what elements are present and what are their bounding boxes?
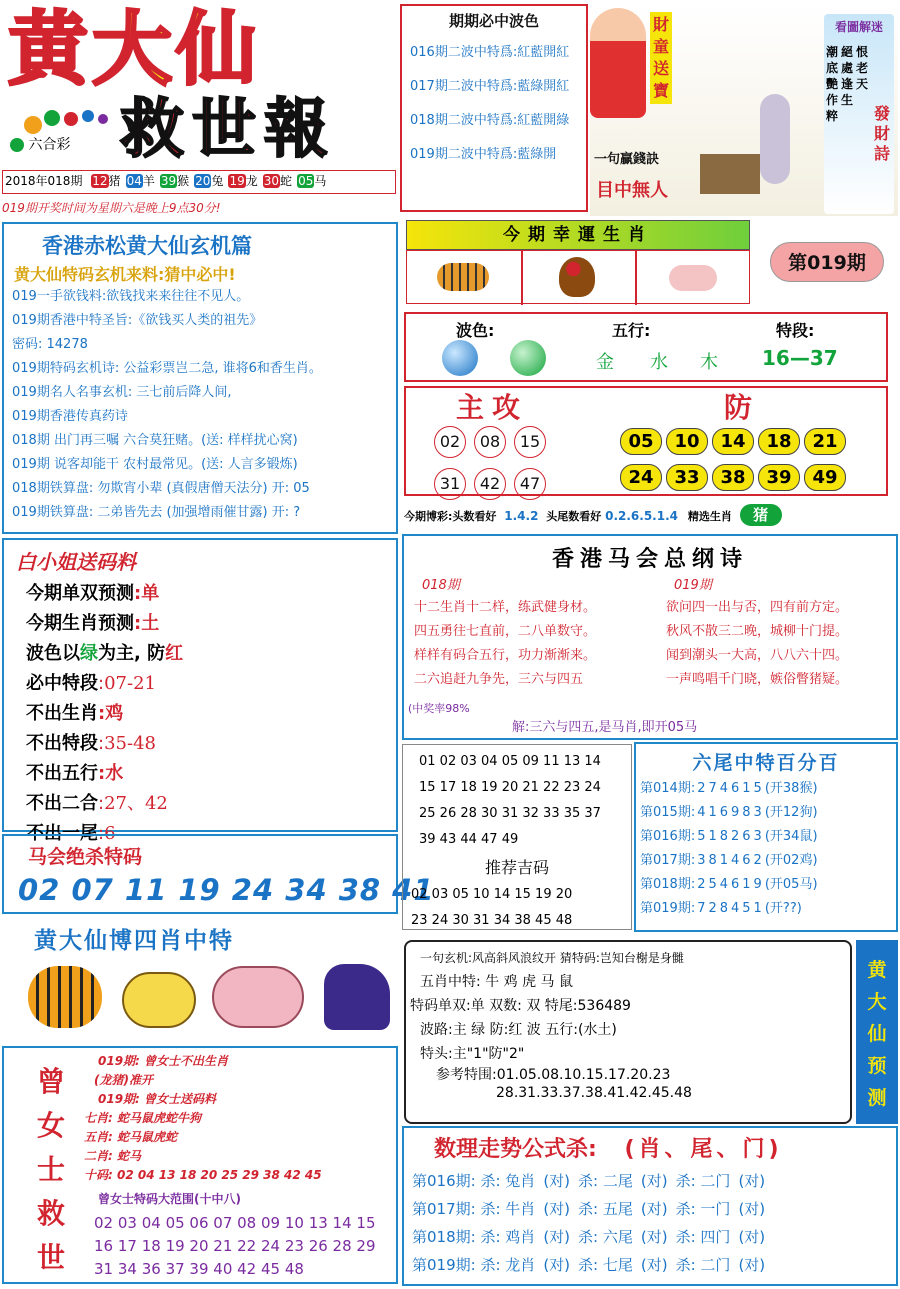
xuanji-title: 香港赤松黄大仙玄机篇 [42, 233, 252, 258]
baixiao-row-5: 不出二合:27、42 [26, 793, 168, 814]
formula-a-0: : 兔肖 [495, 1172, 536, 1190]
formula-c-1: : 一门 [690, 1200, 731, 1218]
formula-kill-c-3: 杀 [675, 1256, 691, 1274]
element-2: 水 [650, 352, 668, 373]
issue-label: 2018年018期 [5, 174, 83, 188]
zeng-line-4: 五肖: 蛇马鼠虎蛇 [84, 1130, 177, 1144]
poem-answer: 解:三六与四五,是马肖,即开05马 [512, 720, 698, 735]
wave-box-title: 期期必中波色 [448, 12, 539, 30]
guard-num-3: 18 [758, 428, 800, 455]
attack-num-5: 47 [514, 468, 546, 500]
sixtail-res-1: (开12狗) [764, 805, 818, 820]
results-list [86, 174, 326, 188]
sixtail-issue-4: 第018期: [640, 877, 696, 892]
formula-issue-3: 第019期 [412, 1256, 471, 1274]
attack-num-4: 42 [474, 468, 506, 500]
sixtail-nums-2: 518263 [697, 829, 765, 844]
side-pred-2: 仙 [867, 1023, 887, 1045]
formula-row-2 [412, 1223, 896, 1251]
poem-right-issue: 019期 [674, 578, 712, 593]
attack-num-0: 02 [434, 426, 466, 458]
xuanji-line-0: 019一手欲钱料:欲钱找来来往往不见人。 [12, 289, 250, 304]
promo-v3: 目中無人 [596, 180, 668, 201]
sixtail-nums-5: 728451 [697, 901, 765, 916]
blue-wave-icon [442, 340, 478, 376]
promo-poem-1: 絕處逢生 [841, 45, 854, 107]
formula-right-c-2: (对) [738, 1228, 766, 1246]
sixtail-rows [640, 777, 896, 921]
formula-b-2: : 六尾 [593, 1228, 633, 1246]
zeng-big-title: 曾女士特码大范围(十中八) [98, 1192, 241, 1206]
info-l7: 28.31.33.37.38.41.42.45.48 [496, 1085, 692, 1101]
result-num-1: 04 [126, 174, 142, 188]
side-pred-3: 预 [867, 1055, 887, 1077]
info-l5: 特头:主"1"防"2" [420, 1046, 525, 1062]
baixiao-title: 白小姐送码料 [16, 550, 136, 574]
baixiao-must: 必中特段:07-21 [26, 673, 156, 694]
zeng-line-5: 二肖: 蛇马 [84, 1149, 141, 1163]
sixtail-title: 六尾中特百分百 [692, 752, 840, 774]
xuanji-line-3: 019期特码玄机诗: 公益彩票岂二急, 谁将6和香生肖。 [12, 361, 322, 376]
numgrid-rec-1: 23 24 30 31 34 38 45 48 [411, 913, 573, 928]
four-section [2, 916, 398, 1044]
poem-panel [824, 14, 894, 214]
guard-num-9: 49 [804, 464, 846, 491]
wave-line-1: 017期二波中特爲:藍綠開紅 [410, 79, 570, 94]
lucky-section [404, 220, 898, 306]
sixtail-row-4 [640, 873, 896, 897]
sixtail-issue-5: 第019期: [640, 901, 696, 916]
result-zodiac-0: 猪 [108, 174, 121, 188]
rooster-icon [559, 257, 595, 297]
zeng-side-0: 曾 [36, 1065, 65, 1098]
tiger-icon [28, 966, 102, 1028]
formula-row-1 [412, 1195, 896, 1223]
sixtail-res-2: (开34鼠) [764, 829, 818, 844]
formula-right-b-2: (对) [640, 1228, 668, 1246]
formula-issue-2: 第018期 [412, 1228, 471, 1246]
promo-art [590, 4, 898, 216]
result-zodiac-2: 猴 [177, 174, 190, 188]
sixtail-res-3: (开02鸡) [764, 853, 818, 868]
zeng-line-6: 十码: 02 04 13 18 20 25 29 38 42 45 [84, 1168, 322, 1182]
zeng-line-3: 七肖: 蛇马鼠虎蛇牛狗 [84, 1111, 201, 1125]
attack-section [404, 386, 888, 496]
formula-section [402, 1126, 898, 1286]
side-pred-1: 大 [867, 991, 887, 1013]
sixtail-nums-0: 274615 [697, 781, 765, 796]
xuanji-subtitle: 黄大仙特码玄机来料:猜中必中! [14, 265, 236, 284]
formula-c-3: : 二门 [690, 1256, 731, 1274]
guard-label: 防 [724, 391, 753, 424]
poem-right-2: 闻到潮头一大高，八八六十四。 [666, 648, 849, 663]
guard-num-8: 39 [758, 464, 800, 491]
attack-numbers [434, 426, 574, 510]
formula-rows [412, 1167, 896, 1279]
formula-right-a-3: (对) [543, 1256, 571, 1274]
formula-title: 数理走势公式杀: [434, 1137, 597, 1162]
formula-sep-2: : [470, 1228, 481, 1246]
result-num-5: 30 [263, 174, 280, 188]
zeng-line-2: 019期: 曾女士送码料 [98, 1092, 217, 1106]
formula-sep-0: : [470, 1172, 481, 1190]
result-zodiac-4: 龙 [245, 174, 258, 188]
formula-b-1: : 五尾 [593, 1200, 633, 1218]
header [0, 0, 398, 218]
draw-notice: 019期开奖时间为星期六是晚上9点30分! [2, 201, 221, 215]
guard-numbers [620, 428, 890, 500]
info-l4: 波路:主 绿 防:红 波 五行:(水土) [420, 1022, 617, 1038]
formula-right-b-3: (对) [640, 1256, 668, 1274]
game-a: 今期博彩:头数看好 [404, 510, 497, 523]
baixiao-row-4: 不出五行:水 [26, 763, 124, 784]
sixtail-issue-2: 第016期: [640, 829, 696, 844]
sixtail-row-1 [640, 801, 896, 825]
formula-kill-b-3: 杀 [578, 1256, 594, 1274]
formula-right-b-0: (对) [640, 1172, 668, 1190]
numgrid-row-2: 25 26 28 30 31 32 33 35 37 [419, 806, 601, 821]
four-title: 黄大仙博四肖中特 [34, 928, 234, 954]
formula-kill-c-1: 杀 [675, 1200, 691, 1218]
info-l3: 特码单双:单 双数: 双 特尾:536489 [410, 998, 631, 1014]
element-1: 金 [596, 352, 614, 373]
sixtail-nums-1: 416983 [697, 805, 765, 820]
game-d: 0.2.6.5.1.4 [605, 509, 678, 523]
result-num-4: 19 [229, 174, 245, 188]
numgrid-section [402, 744, 632, 930]
segment-value: 16—37 [762, 346, 838, 370]
formula-issue-0: 第016期 [412, 1172, 471, 1190]
sixtail-nums-4: 254619 [697, 877, 765, 892]
numgrid-rec-0: 02 03 05 10 14 15 19 20 [411, 887, 573, 902]
guard-num-2: 14 [712, 428, 754, 455]
baixiao-wave: 波色以绿为主, 防红 [26, 643, 184, 664]
formula-c-2: : 四门 [690, 1228, 731, 1246]
poem-left-1: 四五勇往七直前，二八单数守。 [414, 624, 597, 639]
xuanji-line-5: 019期香港传真药诗 [12, 409, 128, 424]
game-line [404, 502, 898, 530]
zeng-big-row-2: 31 34 36 37 39 40 42 45 48 [94, 1260, 304, 1278]
lucky-issue: 第019期 [770, 242, 884, 282]
formula-kill-c-2: 杀 [675, 1228, 691, 1246]
sixtail-res-5: (开??) [764, 901, 802, 916]
formula-kill-a-0: 杀 [480, 1172, 496, 1190]
formula-a-1: : 牛肖 [495, 1200, 536, 1218]
formula-a-2: : 鸡肖 [495, 1228, 536, 1246]
guard-num-6: 33 [666, 464, 708, 491]
zeng-side-3: 救 [36, 1197, 65, 1230]
numgrid-row-3: 39 43 44 47 49 [419, 832, 519, 847]
sixtail-res-4: (开05马) [764, 877, 818, 892]
numgrid-rows [419, 749, 631, 853]
guard-num-0: 05 [620, 428, 662, 455]
formula-c-0: : 二门 [690, 1172, 731, 1190]
formula-b-3: : 七尾 [593, 1256, 633, 1274]
attr-section [404, 312, 888, 382]
formula-b-0: : 二尾 [593, 1172, 633, 1190]
xuanji-section [2, 222, 398, 534]
zeng-side [26, 1060, 76, 1280]
poem-right [666, 596, 898, 692]
side-pred-0: 黄 [867, 959, 887, 981]
poem-left-0: 十二生肖十二样，练武健身材。 [414, 600, 597, 615]
formula-header [434, 1132, 896, 1163]
goat-icon [122, 972, 196, 1028]
promo-poem-2: 恨老天 [856, 45, 869, 91]
formula-row-0 [412, 1167, 896, 1195]
zeng-big-row-0: 02 03 04 05 06 07 08 09 10 13 14 15 [94, 1214, 376, 1232]
attack-num-3: 31 [434, 468, 466, 500]
result-num-0: 12 [92, 174, 108, 188]
formula-right-a-2: (对) [543, 1228, 571, 1246]
results-bar [2, 170, 396, 194]
poem-left-3: 二六追赶九争先，三六与四五 [414, 672, 584, 687]
sixtail-issue-3: 第017期: [640, 853, 696, 868]
xuanji-line-9: 019期铁算盘: 二弟皆先去 (加强增雨催甘露) 开: ? [12, 505, 301, 520]
baixiao-row-3: 不出特段:35-48 [26, 733, 156, 754]
xuanji-line-7: 019期 说客却能干 农村最常见。(送: 人言多锻炼) [12, 457, 298, 472]
kill-title: 马会绝杀特码 [28, 846, 143, 868]
promo-v1: 財童送寶 [650, 12, 672, 104]
sixtail-row-0 [640, 777, 896, 801]
poem-rate: (中奖率98% [408, 702, 470, 715]
guard-num-4: 21 [804, 428, 846, 455]
result-zodiac-3: 兔 [211, 174, 224, 188]
poem-section [402, 534, 898, 740]
game-c: 头尾数看好 [546, 510, 602, 523]
numgrid-rec [411, 882, 631, 934]
formula-kill-b-2: 杀 [578, 1228, 594, 1246]
poem-right-3: 一声鸣唱千门晓，嫉俗瞥猪疑。 [666, 672, 849, 687]
result-zodiac-5: 蛇 [280, 174, 293, 188]
xuanji-line-8: 018期铁算盘: 勿欺宵小辈 (真假唐僧天法分) 开: 05 [12, 481, 310, 496]
kill-section [2, 834, 435, 914]
title-main: 黄大仙 [8, 3, 260, 96]
result-zodiac-1: 羊 [142, 174, 155, 188]
zeng-line-0: 019期: 曾女士不出生肖 [98, 1054, 229, 1068]
xuanji-line-2: 密码: 14278 [12, 337, 88, 352]
tiger-icon [437, 263, 489, 291]
promo-poem [826, 44, 872, 124]
formula-title2: (肖、尾、门) [624, 1137, 783, 1162]
brand-label: 六合彩 [10, 134, 70, 154]
info-l1: 一句玄机:风高斜风浪纹开 猜特码:岂知台榭是身雠 [420, 951, 684, 965]
formula-kill-a-1: 杀 [480, 1200, 496, 1218]
promo-v5: 發財詩 [874, 104, 891, 163]
guard-num-7: 38 [712, 464, 754, 491]
title-sub: 救世報 [120, 93, 336, 167]
formula-right-c-0: (对) [738, 1172, 766, 1190]
formula-right-b-1: (对) [640, 1200, 668, 1218]
wave-lines [402, 41, 586, 167]
boy-figure [590, 8, 646, 118]
numgrid-row-0: 01 02 03 04 05 09 11 13 14 [419, 754, 601, 769]
wave-label: 波色: [456, 321, 495, 340]
sixtail-res-0: (开38猴) [764, 781, 818, 796]
formula-sep-1: : [470, 1200, 481, 1218]
promo-v2: 一句贏錢訣 [594, 152, 660, 167]
formula-right-c-1: (对) [738, 1200, 766, 1218]
formula-row-3 [412, 1251, 896, 1279]
segment-label: 特段: [776, 321, 815, 340]
poem-left-2: 样样有码合五行，功力渐渐来。 [414, 648, 597, 663]
zeng-side-2: 士 [36, 1153, 65, 1186]
kill-numbers: 02 07 11 19 24 34 38 41 [18, 873, 435, 907]
xuanji-line-1: 019期香港中特圣旨:《欲钱买人类的祖先》 [12, 313, 263, 328]
poem-right-0: 欲问四一出与否，四有前方定。 [666, 600, 849, 615]
zeng-section [2, 1046, 398, 1284]
formula-kill-b-1: 杀 [578, 1200, 594, 1218]
formula-sep-3: : [470, 1256, 481, 1274]
baixiao-section [2, 538, 398, 844]
xuanji-lines [12, 285, 396, 525]
wave-line-3: 019期二波中特爲:藍綠開 [410, 147, 557, 162]
guard-num-1: 10 [666, 428, 708, 455]
wave-box [400, 4, 588, 212]
element-3: 木 [700, 352, 718, 373]
horse-icon [324, 964, 390, 1030]
formula-kill-b-0: 杀 [578, 1172, 594, 1190]
poem-left [414, 596, 664, 692]
attack-num-1: 08 [474, 426, 506, 458]
result-num-3: 20 [195, 174, 211, 188]
lucky-animals [406, 250, 750, 304]
info-section [404, 940, 852, 1124]
info-l6: 参考特围:01.05.08.10.15.17.20.23 [436, 1067, 671, 1083]
result-zodiac-6: 马 [314, 174, 327, 188]
promo-v4: 看圖解迷 [834, 20, 883, 34]
attack-num-2: 15 [514, 426, 546, 458]
numgrid-title: 推荐吉码 [484, 858, 549, 877]
guard-num-5: 24 [620, 464, 662, 491]
game-e: 精选生肖 [687, 510, 732, 523]
formula-kill-a-2: 杀 [480, 1228, 496, 1246]
side-pred-4: 测 [867, 1087, 887, 1109]
numgrid-row-1: 15 17 18 19 20 21 22 23 24 [419, 780, 601, 795]
poem-right-1: 秋风不散三二晚，城柳十门提。 [666, 624, 849, 639]
zeng-lines [82, 1052, 392, 1185]
zeng-line-1: (龙猪)准开 [94, 1073, 153, 1087]
result-num-6: 05 [298, 174, 314, 188]
zeng-side-1: 女 [36, 1109, 65, 1142]
formula-right-c-3: (对) [738, 1256, 766, 1274]
sixtail-nums-3: 381462 [697, 853, 765, 868]
formula-right-a-0: (对) [543, 1172, 571, 1190]
sixtail-issue-1: 第015期: [640, 805, 696, 820]
baixiao-row-2: 不出生肖:鸡 [26, 703, 124, 724]
poem-left-issue: 018期 [422, 578, 460, 593]
element-label: 五行: [612, 321, 651, 340]
green-wave-icon [510, 340, 546, 376]
baixiao-row-1: 今期生肖预测:土 [26, 613, 160, 634]
formula-issue-1: 第017期 [412, 1200, 471, 1218]
sixtail-row-3 [640, 849, 896, 873]
zeng-big-row-1: 16 17 18 19 20 21 22 24 23 26 28 29 [94, 1237, 376, 1255]
formula-right-a-1: (对) [543, 1200, 571, 1218]
baixiao-row-6: 不出一尾:6 [26, 823, 116, 844]
pig-icon [669, 265, 717, 291]
formula-a-3: : 龙肖 [495, 1256, 536, 1274]
wave-line-2: 018期二波中特爲:紅藍開綠 [410, 113, 570, 128]
game-f: 猪 [740, 504, 782, 526]
xuanji-line-6: 018期 出门再三嘱 六合莫狂赌。(送: 样样扰心窝) [12, 433, 298, 448]
side-prediction [856, 940, 898, 1124]
mill-figure [690, 94, 810, 204]
sixtail-section [634, 742, 898, 932]
sixtail-row-2 [640, 825, 896, 849]
baixiao-row-0: 今期单双预测:单 [26, 583, 160, 604]
xuanji-line-4: 019期名人名事玄机: 三七前后降人间, [12, 385, 232, 400]
formula-kill-a-3: 杀 [480, 1256, 496, 1274]
info-l2: 五肖中特: 牛 鸡 虎 马 鼠 [420, 974, 573, 990]
result-num-2: 39 [160, 174, 177, 188]
promo-poem-0: 潮底艷作粹 [826, 45, 839, 123]
brand-dots [24, 108, 124, 132]
sixtail-row-5 [640, 897, 896, 921]
wave-line-0: 016期二波中特爲:紅藍開紅 [410, 45, 570, 60]
sixtail-issue-0: 第014期: [640, 781, 696, 796]
attack-label: 主攻 [456, 391, 529, 424]
lucky-title: 今期幸運生肖 [406, 220, 750, 250]
poem-title: 香港马会总纲诗 [551, 547, 748, 572]
formula-kill-c-0: 杀 [675, 1172, 691, 1190]
zeng-side-4: 世 [36, 1241, 65, 1274]
zeng-big-numbers [94, 1212, 400, 1281]
game-b: 1.4.2 [504, 509, 539, 523]
pig-icon [212, 966, 304, 1028]
